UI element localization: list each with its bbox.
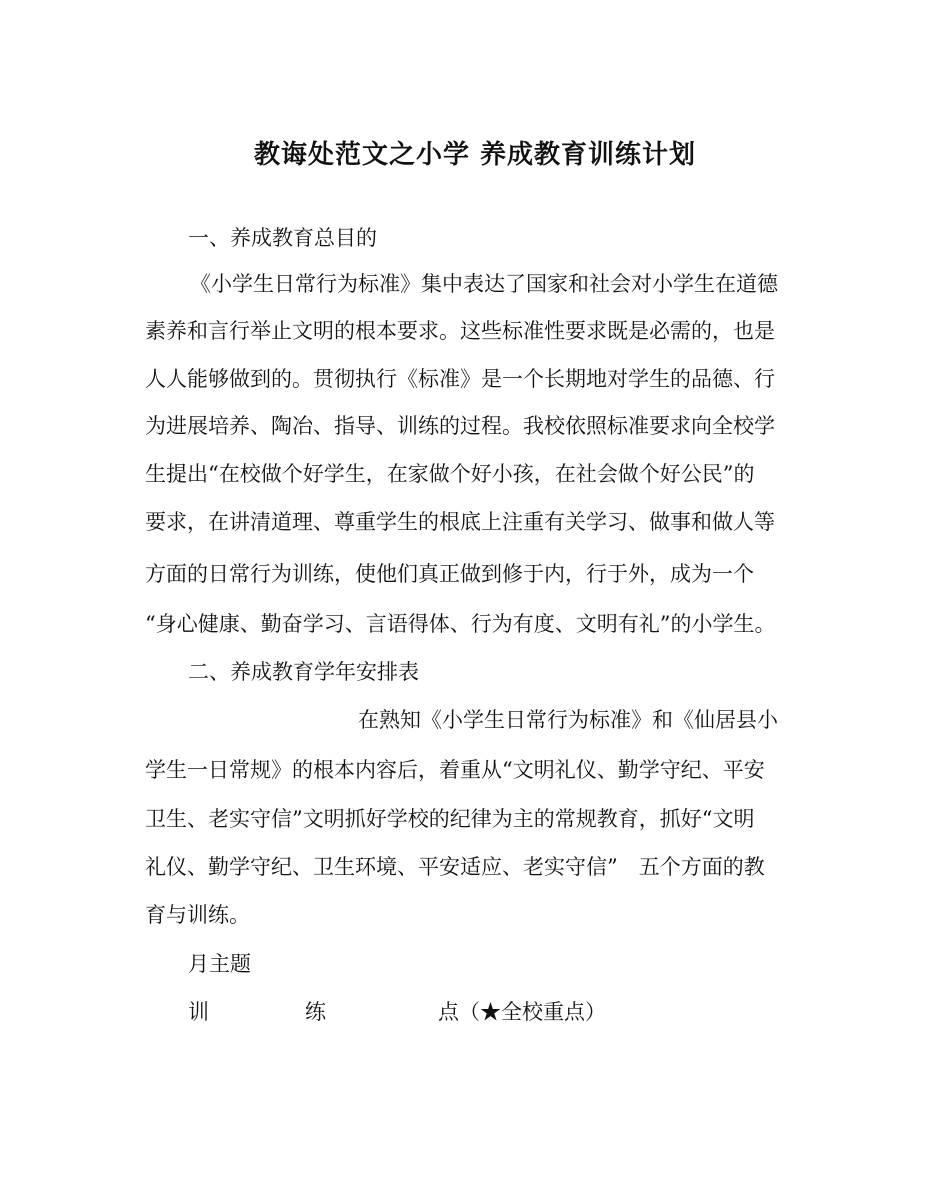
- section2-line-4: 礼仪、勤学守纪、卫生环境、平安适应、老实守信” 五个方面的教: [145, 855, 765, 879]
- training-points-col-2: 练: [305, 1000, 326, 1024]
- section1-line-1: 《小学生日常行为标准》集中表达了国家和社会对小学生在道德: [190, 272, 778, 296]
- section1-line-3: 人人能够做到的。贯彻执行《标准》是一个长期地对学生的品德、行: [145, 367, 775, 391]
- section2-heading: 二、养成教育学年安排表: [188, 660, 419, 684]
- month-theme-label: 月主题: [188, 952, 251, 976]
- section1-line-6: 要求，在讲清道理、尊重学生的根底上注重有关学习、做事和做人等: [145, 510, 775, 534]
- section1-line-4: 为进展培养、陶冶、指导、训练的过程。我校依照标准要求向全校学: [145, 414, 775, 438]
- training-points-col-1: 训: [188, 1000, 209, 1024]
- section1-heading: 一、养成教育总目的: [188, 226, 377, 250]
- section2-line-3: 卫生、老实守信”文明抓好学校的纪律为主的常规教育，抓好“文明: [145, 807, 755, 831]
- section2-line-1: 在熟知《小学生日常行为标准》和《仙居县小: [358, 708, 778, 732]
- section2-line-5: 育与训练。: [145, 903, 250, 927]
- section2-line-2: 学生一日常规》的根本内容后，着重从“文明礼仪、勤学守纪、平安: [145, 758, 765, 782]
- section1-line-7: 方面的日常行为训练，使他们真正做到修于内，行于外，成为一个: [145, 562, 754, 586]
- training-points-col-3: 点（★全校重点）: [438, 1000, 606, 1024]
- section1-line-5: 生提出“在校做个好学生，在家做个好小孩，在社会做个好公民”的: [145, 462, 755, 486]
- section1-line-2: 素养和言行举止文明的根本要求。这些标准性要求既是必需的，也是: [145, 319, 775, 343]
- document-title: 教诲处范文之小学 养成教育训练计划: [253, 140, 697, 170]
- section1-line-8: “身心健康、勤奋学习、言语得体、行为有度、文明有礼”的小学生。: [145, 612, 776, 636]
